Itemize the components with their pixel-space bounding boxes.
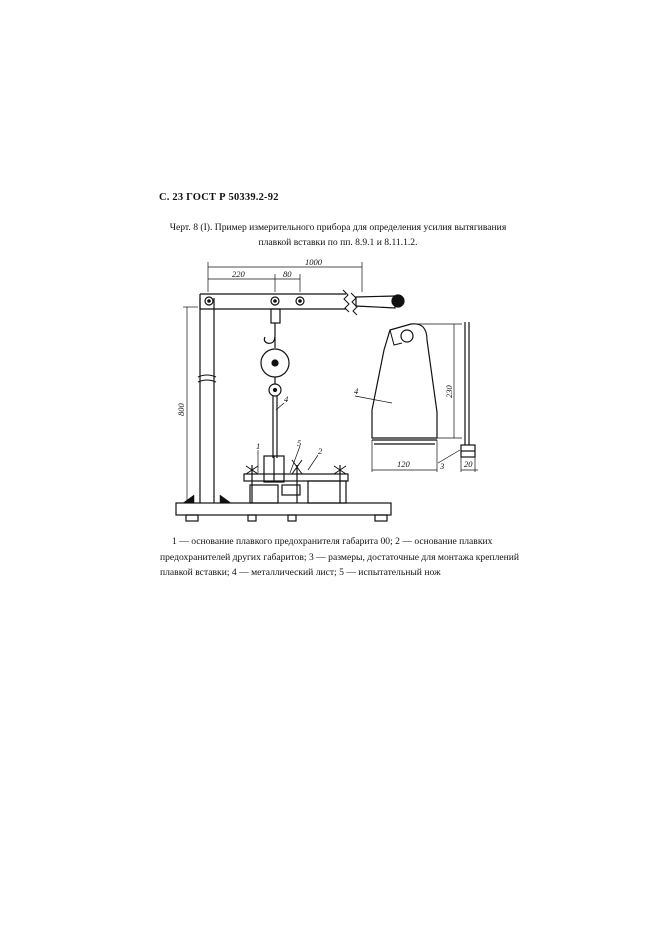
base-plate [176, 503, 391, 521]
dim-80-label: 80 [283, 269, 292, 279]
dimension-lines [183, 262, 478, 503]
top-beam [200, 290, 404, 315]
callout-3: 3 [440, 461, 445, 471]
page-header: С. 23 ГОСТ Р 50339.2-92 [159, 192, 279, 203]
dim-20-label: 20 [464, 459, 473, 469]
metal-sheet-side-view [372, 324, 437, 444]
legend-line-1: 1 — основание плавкого предохранителя габарита 00; 2 — основание плавких [172, 536, 493, 547]
callout-1: 1 [256, 441, 261, 451]
dim-1000-label: 1000 [305, 257, 322, 267]
legend-line-3: плавкой вставки; 4 — металлический лист; 5 — испытательный нож [160, 567, 441, 578]
hook-assembly [261, 309, 289, 458]
dim-220-label: 220 [232, 269, 245, 279]
callout-5: 5 [297, 438, 302, 448]
caption-line-1: Черт. 8 (I). Пример измерительного прибора для определения усилия вытягивания [169, 222, 507, 233]
callout-4-side: 4 [354, 386, 359, 396]
legend-line-2: предохранителей других габаритов; 3 — размеры, достаточные для монтажа креплений [160, 551, 520, 563]
figure-legend [160, 534, 520, 581]
fuse-base-assembly [244, 456, 348, 521]
dim-120-label: 120 [397, 459, 410, 469]
caption-line-2: плавкой вставки по пп. 8.9.1 и 8.11.1.2. [258, 237, 418, 248]
vertical-column [183, 298, 231, 503]
callout-4-vertical: 4 [284, 394, 289, 404]
callout-2: 2 [318, 446, 323, 456]
beam-pivots [205, 297, 304, 305]
sheet-edge-view [461, 322, 475, 457]
dim-800-label: 800 [176, 403, 186, 416]
dim-230-label: 230 [444, 385, 454, 398]
